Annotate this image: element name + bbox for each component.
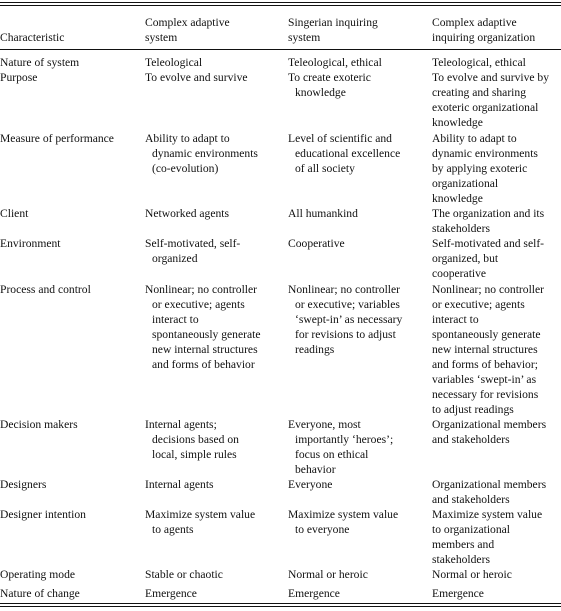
header-line: Complex adaptive (145, 16, 230, 29)
cell-line: organizational (432, 177, 499, 190)
cell-line: Maximize system value (145, 508, 256, 521)
row-label (0, 477, 46, 492)
cell-line: creating and sharing (432, 86, 527, 99)
cell-line: Teleological, ethical (432, 56, 526, 69)
cell-line: variables ‘swept-in’ as (432, 373, 537, 386)
table-cell (288, 586, 340, 601)
row-label (0, 131, 114, 146)
cell-line: Normal or heroic (432, 568, 512, 581)
header-line: Singerian inquiring (288, 16, 378, 29)
cell-line: exoteric organizational (432, 101, 539, 114)
cell-line: cooperative (432, 267, 487, 280)
table-cell (145, 567, 223, 582)
cell-line: Cooperative (288, 237, 345, 250)
table-cell (145, 282, 261, 372)
cell-line: Process and control (0, 283, 91, 296)
cell-line: or executive; variables (295, 298, 400, 311)
table-cell (145, 70, 248, 85)
cell-line: Ability to adapt to (432, 132, 517, 145)
table-cell (145, 507, 255, 537)
row-label (0, 586, 80, 601)
cell-line: of all society (295, 162, 355, 175)
top-rule-2 (0, 5, 561, 6)
cell-line: knowledge (295, 86, 346, 99)
cell-line: Internal agents; (145, 418, 217, 431)
cell-line: members and (432, 538, 495, 551)
cell-line: Decision makers (0, 418, 78, 431)
cell-line: Teleological (145, 56, 203, 69)
cell-line: and forms of behavior (152, 358, 255, 371)
row-label (0, 282, 91, 297)
cell-line: Nonlinear; no controller (288, 283, 401, 296)
header-rule (0, 49, 561, 50)
table-cell (288, 282, 402, 357)
cell-line: to organizational (432, 523, 511, 536)
cell-line: knowledge (432, 192, 483, 205)
row-label (0, 567, 75, 582)
cell-line: Teleological, ethical (288, 56, 382, 69)
table-cell (432, 206, 544, 236)
cell-line: importantly ‘heroes’; (295, 433, 394, 446)
table-cell (432, 282, 544, 417)
cell-line: Measure of performance (0, 132, 114, 145)
cell-line: stakeholders (432, 553, 490, 566)
cell-line: stakeholders (432, 222, 490, 235)
cell-line: Emergence (432, 587, 484, 600)
header-cell (432, 15, 535, 45)
cell-line: and forms of behavior; (432, 358, 538, 371)
cell-line: To evolve and survive (145, 71, 248, 84)
table-cell (288, 236, 345, 251)
cell-line: ‘swept-in’ as necessary (295, 313, 403, 326)
table-cell (432, 55, 526, 70)
cell-line: and stakeholders (432, 433, 510, 446)
cell-line: local, simple rules (152, 448, 237, 461)
table-cell (145, 236, 240, 266)
table-cell (145, 586, 197, 601)
table-cell (432, 507, 542, 567)
table-cell (432, 586, 484, 601)
table-cell (145, 477, 214, 492)
row-label (0, 55, 79, 70)
header-line: system (288, 31, 321, 44)
cell-line: or executive; agents (432, 298, 525, 311)
table-cell (432, 70, 549, 130)
cell-line: knowledge (432, 116, 483, 129)
cell-line: dynamic environments (152, 147, 258, 160)
cell-line: focus on ethical (295, 448, 369, 461)
table-cell (145, 417, 239, 462)
cell-line: organized, but (432, 252, 499, 265)
table-cell (432, 567, 512, 582)
cell-line: (co-evolution) (152, 162, 219, 175)
cell-line: Everyone, most (288, 418, 361, 431)
cell-line: Nonlinear; no controller (145, 283, 258, 296)
cell-line: To create exoteric (288, 71, 371, 84)
table-cell (145, 206, 229, 221)
table-cell (288, 131, 400, 176)
top-rule (0, 2, 561, 3)
table-cell (288, 417, 393, 477)
cell-line: Emergence (145, 587, 197, 600)
cell-line: interact to (152, 313, 199, 326)
row-label (0, 417, 78, 432)
cell-line: All humankind (288, 207, 358, 220)
cell-line: readings (295, 343, 335, 356)
cell-line: Everyone (288, 478, 333, 491)
cell-line: Organizational members (432, 478, 547, 491)
cell-line: Ability to adapt to (145, 132, 230, 145)
cell-line: new internal structures (432, 343, 538, 356)
bottom-rule (0, 603, 561, 604)
cell-line: Client (0, 207, 29, 220)
cell-line: necessary for revisions (432, 388, 539, 401)
cell-line: decisions based on (152, 433, 239, 446)
cell-line: Nature of system (0, 56, 80, 69)
cell-line: new internal structures (152, 343, 258, 356)
cell-line: Self-motivated, self- (145, 237, 241, 250)
cell-line: Nonlinear; no controller (432, 283, 545, 296)
cell-line: Stable or chaotic (145, 568, 223, 581)
table-cell (145, 131, 258, 176)
header-cell (288, 15, 378, 45)
cell-line: Organizational members (432, 418, 547, 431)
table-cell (288, 507, 398, 537)
cell-line: to everyone (295, 523, 350, 536)
header-cell (145, 15, 230, 45)
row-label (0, 70, 37, 85)
cell-line: Normal or heroic (288, 568, 368, 581)
table-cell (145, 55, 202, 70)
cell-line: Operating mode (0, 568, 76, 581)
cell-line: Self-motivated and self- (432, 237, 545, 250)
header-cell (0, 30, 64, 45)
cell-line: Maximize system value (432, 508, 543, 521)
cell-line: organized (152, 252, 198, 265)
cell-line: The organization and its (432, 207, 545, 220)
header-line: system (145, 31, 178, 44)
cell-line: Designers (0, 478, 47, 491)
cell-line: spontaneously generate (432, 328, 541, 341)
header-line: inquiring organization (432, 31, 536, 44)
cell-line: or executive; agents (152, 298, 245, 311)
cell-line: Internal agents (145, 478, 214, 491)
cell-line: Level of scientific and (288, 132, 392, 145)
cell-line: educational excellence (295, 147, 401, 160)
table-cell (432, 477, 546, 507)
cell-line: Designer intention (0, 508, 86, 521)
header-line: Complex adaptive (432, 16, 517, 29)
table-cell (432, 236, 544, 281)
table-cell (432, 417, 546, 447)
cell-line: Environment (0, 237, 61, 250)
table-cell (432, 131, 538, 206)
cell-line: to agents (152, 523, 194, 536)
cell-line: interact to (432, 313, 479, 326)
cell-line: by applying exoteric (432, 162, 528, 175)
cell-line: for revisions to adjust (295, 328, 396, 341)
cell-line: Purpose (0, 71, 38, 84)
cell-line: and stakeholders (432, 493, 510, 506)
header-line: Characteristic (0, 31, 65, 44)
row-label (0, 206, 28, 221)
bottom-rule-2 (0, 606, 561, 607)
table-cell (288, 55, 382, 70)
table-cell (288, 206, 358, 221)
cell-line: To evolve and survive by (432, 71, 550, 84)
table-cell (288, 567, 368, 582)
cell-line: dynamic environments (432, 147, 538, 160)
cell-line: behavior (295, 463, 336, 476)
table-cell (288, 70, 371, 100)
cell-line: to adjust readings (432, 403, 514, 416)
cell-line: spontaneously generate (152, 328, 261, 341)
cell-line: Nature of change (0, 587, 80, 600)
cell-line: Maximize system value (288, 508, 399, 521)
cell-line: Emergence (288, 587, 340, 600)
table-cell (288, 477, 332, 492)
cell-line: Networked agents (145, 207, 230, 220)
row-label (0, 236, 61, 251)
row-label (0, 507, 86, 522)
